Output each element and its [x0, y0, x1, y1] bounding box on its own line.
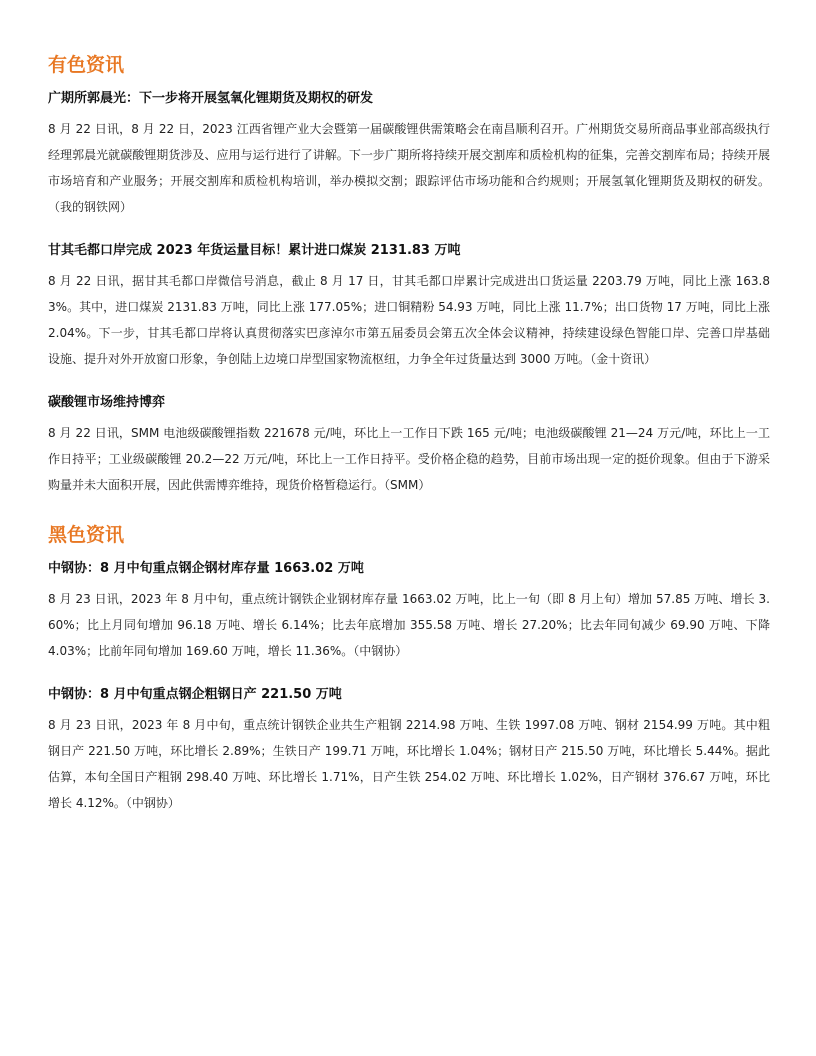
- article-title: 碳酸锂市场维持博弈: [48, 395, 166, 410]
- document-page: [48, 50, 770, 838]
- article-body: 8 月 22 日讯，SMM 电池级碳酸锂指数 221678 元/吨，环比上一工作日下跌 165 元/吨；电池级碳酸锂 21—24 万元/吨，环比上一工作日持平；工业级碳酸锂 20.2—22 万元/吨，环比上一工作日持平。受价格企稳的趋势，目前市场出现一定的挺价现象。但由于下游采购量并未大面积开展，因此供需博弈维持，现货价格暂稳运行。（SMM）: [48, 426, 770, 492]
- article-title: 广期所郭晨光：下一步将开展氢氧化锂期货及期权的研发: [48, 91, 374, 106]
- section-title-nonferrous: 有色资讯: [48, 54, 125, 76]
- article-body: 8 月 22 日讯，8 月 22 日，2023 江西省锂产业大会暨第一届碳酸锂供需策略会在南昌顺利召开。广州期货交易所商品事业部高级执行经理郭晨光就碳酸锂期货涉及、应用与运行进行了讲解。下一步广期所将持续开展交割库和质检机构的征集，完善交割库布局；持续开展市场培育和产业服务；开展交割库和质检机构培训，举办模拟交割；跟踪评估市场功能和合约规则；开展氢氧化锂期货及期权的研发。（我的钢铁网）: [48, 122, 770, 214]
- article-title: 甘其毛都口岸完成 2023 年货运量目标！累计进口煤炭 2131.83 万吨: [48, 243, 461, 258]
- section-title-ferrous: 黑色资讯: [48, 524, 125, 546]
- article-crude-steel-output: [48, 686, 770, 816]
- article-title: 中钢协：8 月中旬重点钢企粗钢日产 221.50 万吨: [48, 687, 342, 702]
- article-guangqi: [48, 90, 770, 220]
- article-body: 8 月 22 日讯，据甘其毛都口岸微信号消息，截止 8 月 17 日，甘其毛都口岸累计完成进出口货运量 2203.79 万吨，同比上涨 163.83%。其中，进口煤炭 2131.83 万吨，同比上涨 177.05%；进口铜精粉 54.93 万吨，同比上涨 11.7%；出口货物 17 万吨，同比上涨 2.04%。下一步，甘其毛都口岸将认真贯彻落实巴彦淖尔市第五届委员会第五次全体会议精神，持续建设绿色智能口岸、完善口岸基础设施、提升对外开放窗口形象，争创陆上边境口岸型国家物流枢纽，力争全年过货量达到 3000 万吨。（金十资讯）: [48, 274, 770, 366]
- article-title: 中钢协：8 月中旬重点钢企钢材库存量 1663.02 万吨: [48, 561, 364, 576]
- article-body: 8 月 23 日讯，2023 年 8 月中旬，重点统计钢铁企业共生产粗钢 2214.98 万吨、生铁 1997.08 万吨、钢材 2154.99 万吨。其中粗钢日产 221.50 万吨，环比增长 2.89%；生铁日产 199.71 万吨，环比增长 1.04%；钢材日产 215.50 万吨，环比增长 5.44%。据此估算，本旬全国日产粗钢 298.40 万吨、环比增长 1.71%，日产生铁 254.02 万吨、环比增长 1.02%，日产钢材 376.67 万吨，环比增长 4.12%。（中钢协）: [48, 718, 770, 810]
- article-lithium-carbonate: [48, 394, 770, 498]
- article-body: 8 月 23 日讯，2023 年 8 月中旬，重点统计钢铁企业钢材库存量 1663.02 万吨，比上一旬（即 8 月上旬）增加 57.85 万吨、增长 3.60%；比上月同旬增加 96.18 万吨、增长 6.14%；比去年底增加 355.58 万吨、增长 27.20%；比去年同旬减少 69.90 万吨、下降 4.03%；比前年同旬增加 169.60 万吨，增长 11.36%。（中钢协）: [48, 592, 770, 658]
- article-steel-inventory: [48, 560, 770, 664]
- article-ganqimaodu: [48, 242, 770, 372]
